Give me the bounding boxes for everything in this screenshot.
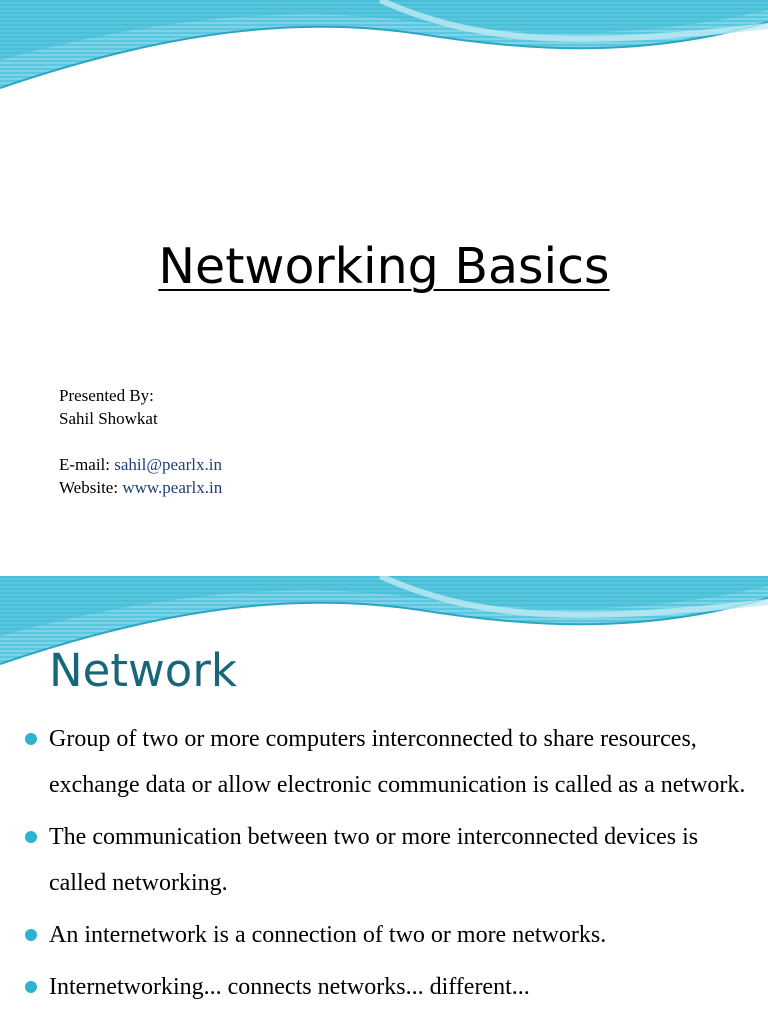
bullet-list [0,716,768,1016]
bullet-text: Internetworking... connects networks... different... [49,974,530,1000]
bullet-icon [25,733,37,745]
email-label: E-mail: [59,455,110,474]
wave-banner-decoration [0,0,768,100]
presented-by-label: Presented By: [59,386,154,405]
bullet-text: Group of two or more computers interconnected to share resources, exchange data or allow electronic communication is called as a network. [49,726,746,798]
website-label: Website: [59,478,119,497]
presentation-title: Networking Basics [158,238,610,295]
presenter-name: Sahil Showkat [59,409,158,428]
bullet-item [0,912,768,958]
network-slide [0,576,768,1024]
bullet-item [0,964,768,1010]
bullet-icon [25,981,37,993]
presenter-info [59,384,222,499]
website-link[interactable]: www.pearlx.in [122,478,223,497]
email-link[interactable]: sahil@pearlx.in [114,455,222,474]
email-line [59,453,222,476]
bullet-text: An internetwork is a connection of two or more networks. [49,922,607,948]
bullet-text: The communication between two or more interconnected devices is called networking. [49,824,699,896]
bullet-icon [25,929,37,941]
website-line [59,476,222,499]
slide-title: Network [49,644,237,697]
bullet-item [0,716,768,808]
bullet-item [0,814,768,906]
bullet-icon [25,831,37,843]
